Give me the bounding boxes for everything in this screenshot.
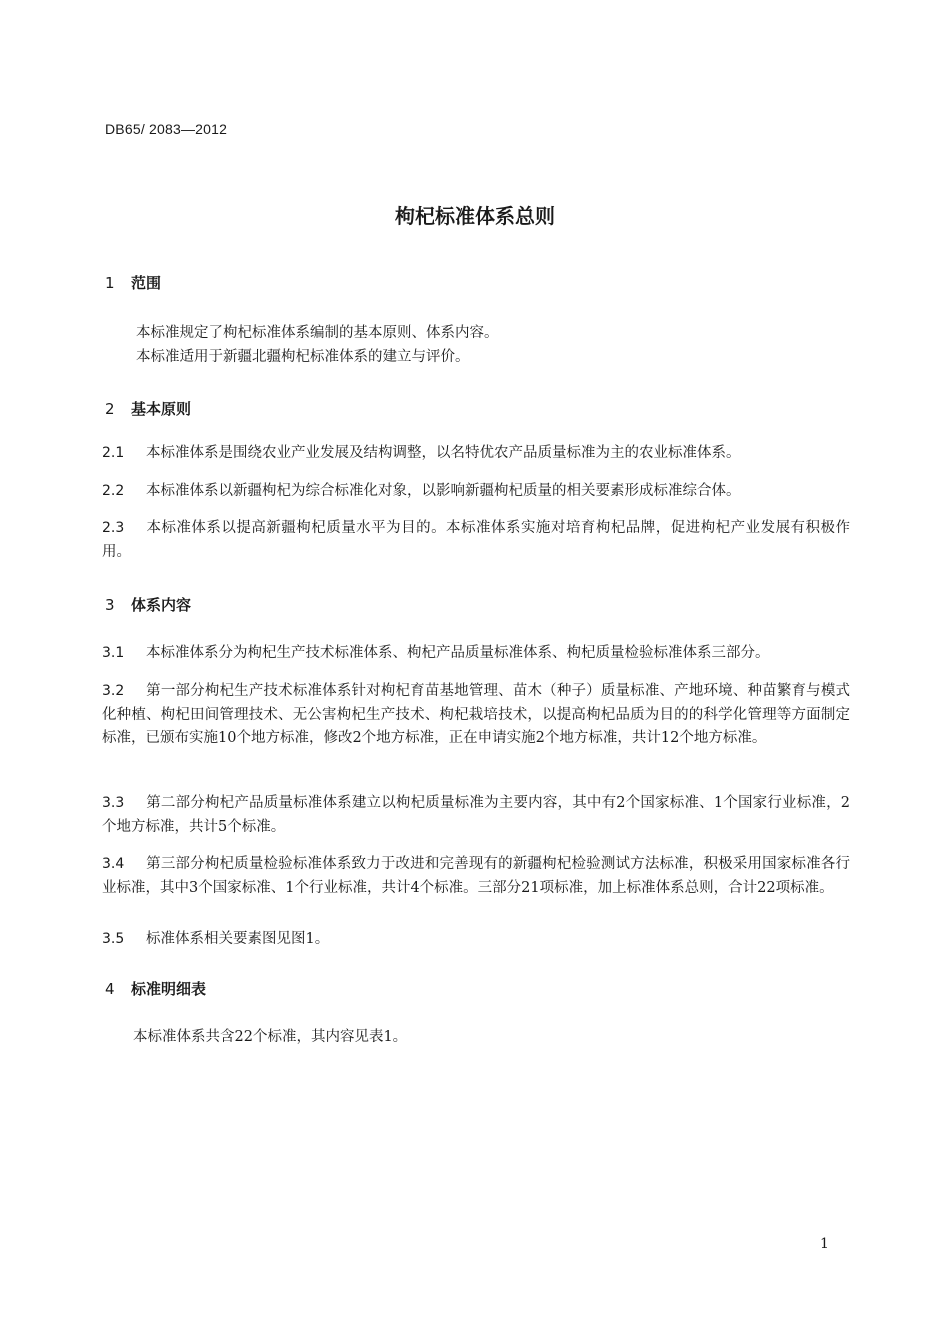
- scope-paragraph-2: 本标准适用于新疆北疆枸杞标准体系的建立与评价。: [136, 349, 470, 365]
- section-title: 体系内容: [131, 596, 192, 614]
- section-heading-2: [105, 398, 191, 419]
- clause-3-1: [102, 642, 850, 666]
- clause-3-4: [102, 853, 850, 900]
- section-number: 3: [105, 596, 115, 614]
- standard-code: DB65/ 2083—2012: [105, 121, 228, 137]
- section-heading-4: [105, 978, 206, 999]
- clause-3-5: [102, 928, 850, 952]
- clause-2-3: [102, 517, 850, 564]
- clause-text: 本标准体系以提高新疆枸杞质量水平为目的。本标准体系实施对培育枸杞品牌，促进枸杞产业发展有积极作用。: [102, 520, 850, 560]
- clause-text: 本标准体系分为枸杞生产技术标准体系、枸杞产品质量标准体系、枸杞质量检验标准体系三部分。: [146, 645, 770, 661]
- clause-number: 3.1: [102, 645, 125, 661]
- section-heading-1: [105, 272, 161, 293]
- section-number: 1: [105, 274, 115, 292]
- clause-number: 2.1: [102, 445, 125, 461]
- clause-number: 3.2: [102, 683, 125, 699]
- clause-2-1: [102, 442, 850, 466]
- section-heading-3: [105, 594, 191, 615]
- clause-text: 本标准体系是围绕农业产业发展及结构调整，以名特优农产品质量标准为主的农业标准体系。: [146, 445, 741, 461]
- clause-text: 第三部分枸杞质量检验标准体系致力于改进和完善现有的新疆枸杞检验测试方法标准，积极采用国家标准各行业标准，其中3个国家标准、1个行业标准，共计4个标准。三部分21项标准，加上标准体系总则，合计22项标准。: [102, 856, 850, 896]
- section-title: 标准明细表: [131, 980, 207, 998]
- section-title: 基本原则: [131, 400, 192, 418]
- clause-number: 3.5: [102, 931, 125, 947]
- clause-text: 第一部分枸杞生产技术标准体系针对枸杞育苗基地管理、苗木（种子）质量标准、产地环境、种苗繁育与模式化种植、枸杞田间管理技术、无公害枸杞生产技术、枸杞栽培技术，以提高枸杞品质为目的的科学化管理等方面制定标准，已颁布实施10个地方标准，修改2个地方标准，正在申请实施2个地方标准，共计12个地方标准。: [102, 683, 850, 746]
- clause-text: 标准体系相关要素图见图1。: [146, 931, 330, 947]
- clause-3-3: [102, 792, 850, 839]
- document-title: 枸杞标准体系总则: [395, 204, 555, 228]
- section-number: 2: [105, 400, 115, 418]
- clause-text: 第二部分枸杞产品质量标准体系建立以枸杞质量标准为主要内容，其中有2个国家标准、1个国家行业标准，2个地方标准，共计5个标准。: [102, 795, 850, 835]
- clause-text: 本标准体系以新疆枸杞为综合标准化对象，以影响新疆枸杞质量的相关要素形成标准综合体。: [146, 483, 741, 499]
- section-title: 范围: [131, 274, 162, 292]
- section-number: 4: [105, 980, 115, 998]
- clause-3-2: [102, 680, 850, 751]
- clause-number: 2.3: [102, 520, 125, 536]
- clause-number: 3.3: [102, 795, 125, 811]
- clause-number: 3.4: [102, 856, 125, 872]
- clause-2-2: [102, 480, 850, 504]
- scope-paragraph-1: 本标准规定了枸杞标准体系编制的基本原则、体系内容。: [136, 325, 499, 341]
- detail-table-paragraph: 本标准体系共含22个标准，其内容见表1。: [133, 1029, 408, 1045]
- page-number: 1: [820, 1236, 829, 1252]
- clause-number: 2.2: [102, 483, 125, 499]
